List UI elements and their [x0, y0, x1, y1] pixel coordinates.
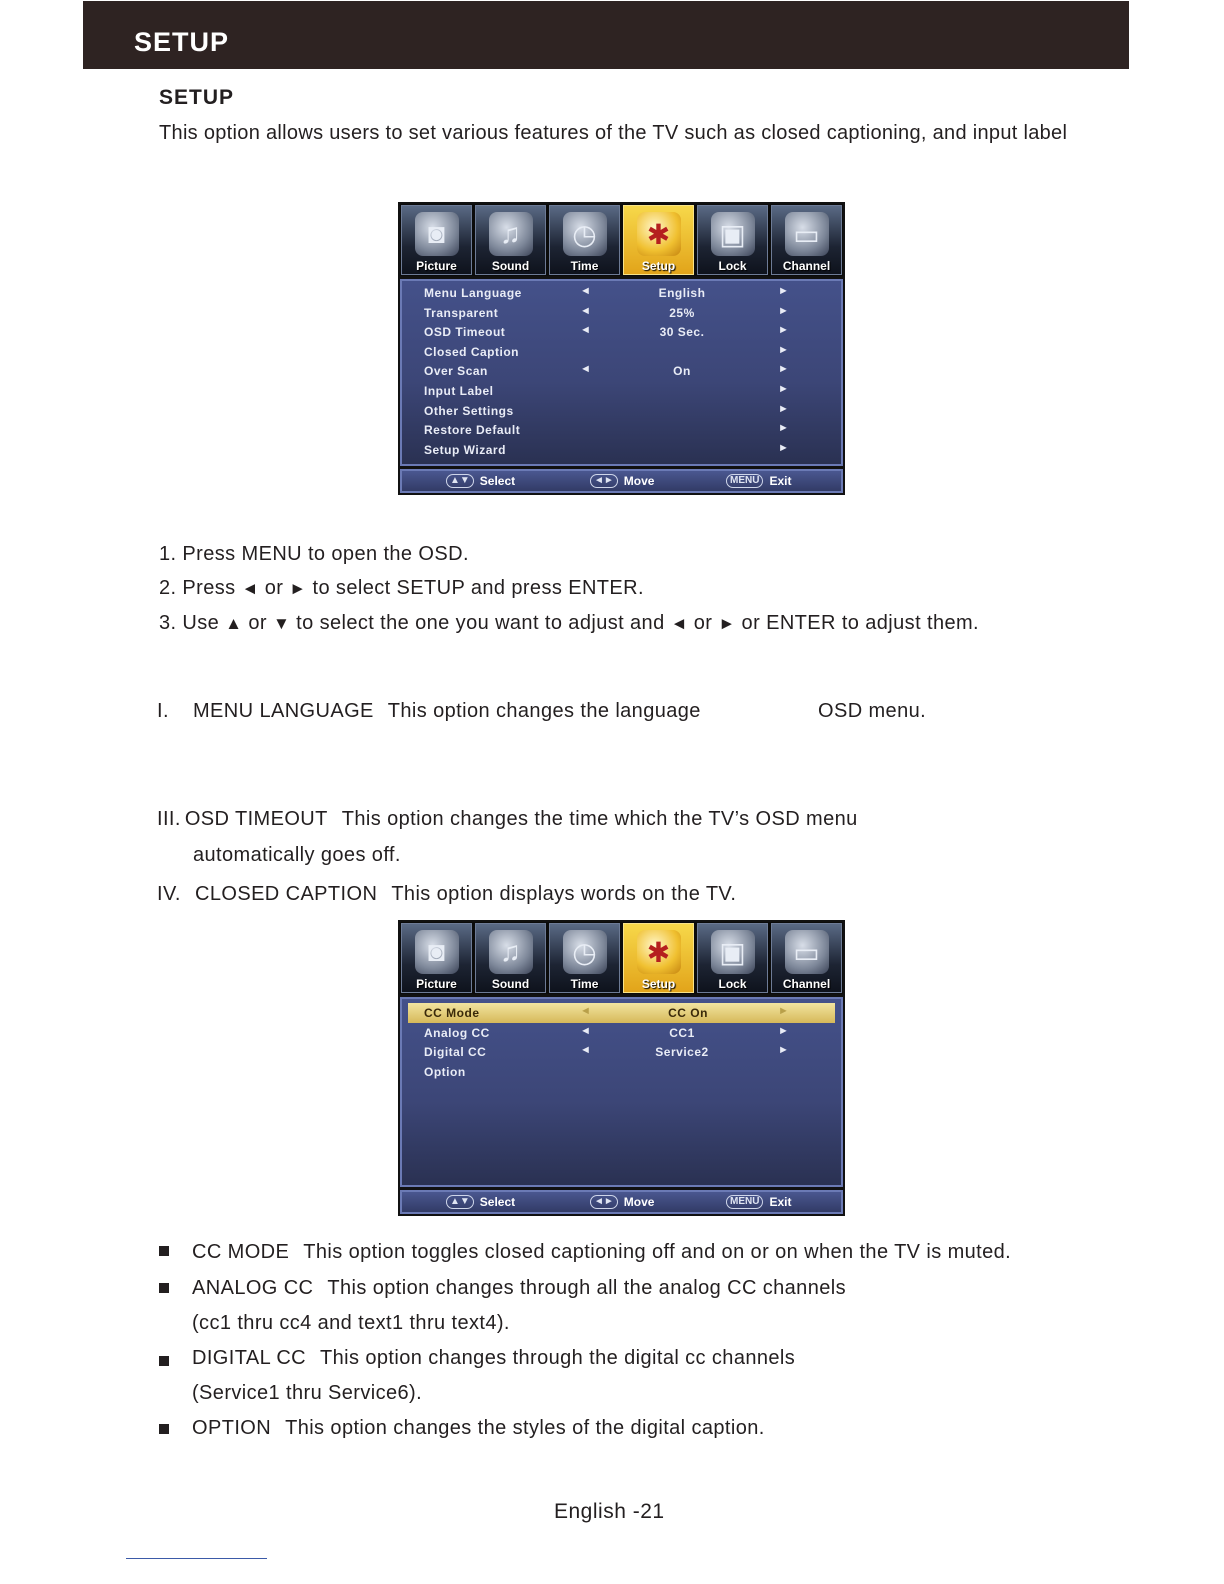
clock-icon: ◷ — [563, 930, 607, 974]
option-desc: This option displays words on the TV. — [391, 883, 737, 905]
tab-label: Channel — [782, 259, 831, 273]
row-label: Setup Wizard — [424, 442, 506, 457]
hint-exit-label: Exit — [769, 474, 792, 488]
osd-menu-list — [400, 997, 843, 1187]
osd-setup-menu — [398, 202, 845, 495]
page-number: English -21 — [554, 1500, 665, 1523]
camera-icon: ◙ — [415, 212, 459, 256]
tab-channel[interactable] — [771, 923, 842, 993]
bullet-icon — [159, 1424, 169, 1434]
camera-icon: ◙ — [415, 930, 459, 974]
menu-row-transparent[interactable] — [402, 303, 841, 323]
section-intro: This option allows users to set various features of the TV such as closed captioning, and input label — [159, 122, 1068, 144]
menu-row-setup-wizard[interactable] — [402, 440, 841, 460]
row-value: Service2 — [655, 1045, 709, 1060]
arrow-right-icon[interactable]: ► — [778, 363, 790, 376]
step-1: 1. Press MENU to open the OSD. — [159, 543, 469, 565]
tab-label: Picture — [416, 259, 457, 273]
step-2 — [159, 577, 644, 600]
menu-row-over-scan[interactable] — [402, 361, 841, 381]
option-number: III. — [157, 808, 181, 830]
tab-picture[interactable] — [401, 923, 472, 993]
option-key: CLOSED CAPTION — [195, 883, 378, 905]
row-label: Other Settings — [424, 403, 514, 418]
arrow-left-icon[interactable]: ◄ — [580, 285, 592, 297]
tab-time[interactable] — [549, 923, 620, 993]
arrow-left-icon[interactable]: ◄ — [580, 1044, 592, 1057]
left-right-icon: ◄► — [590, 1195, 618, 1209]
osd-tab-bar — [400, 204, 843, 276]
analog-cc-item — [192, 1277, 846, 1300]
arrow-right-icon[interactable]: ► — [778, 441, 790, 454]
option-number: IV. — [157, 883, 181, 905]
arrow-right-icon[interactable]: ► — [778, 304, 790, 317]
bullet-icon — [159, 1246, 169, 1256]
option-osd-timeout — [157, 808, 858, 831]
hint-select-label: Select — [479, 1195, 516, 1209]
row-value: On — [673, 364, 691, 379]
down-triangle-icon: ▼ — [272, 614, 291, 633]
tools-gear-icon: ✱ — [637, 212, 681, 256]
tab-label: Channel — [782, 977, 831, 991]
row-label: Option — [424, 1064, 466, 1079]
menu-row-cc-mode[interactable] — [408, 1003, 835, 1023]
osd-closed-caption-menu — [398, 920, 845, 1216]
arrow-left-icon[interactable]: ◄ — [580, 1024, 592, 1037]
menu-row-analog-cc[interactable] — [402, 1023, 841, 1043]
item-desc-cont: (Service1 thru Service6). — [192, 1382, 423, 1404]
up-down-icon: ▲▼ — [446, 1195, 474, 1209]
item-desc: This option changes through all the analog CC channels — [327, 1277, 846, 1299]
row-label: Restore Default — [424, 423, 521, 438]
row-label: OSD Timeout — [424, 325, 506, 340]
monitor-icon: ▭ — [785, 930, 829, 974]
left-triangle-icon: ◄ — [670, 614, 688, 633]
cc-mode-item — [192, 1241, 1011, 1264]
row-value: English — [658, 286, 706, 300]
hint-move — [590, 474, 654, 488]
arrow-right-icon[interactable]: ► — [778, 343, 790, 356]
tab-label: Picture — [416, 977, 457, 991]
step-text: or — [264, 577, 284, 599]
step-3 — [159, 612, 979, 635]
bullet-icon — [159, 1283, 169, 1293]
osd-tab-bar — [400, 922, 843, 994]
option-desc-cont: OSD menu. — [818, 700, 927, 722]
step-text: 3. Use — [159, 612, 220, 634]
hint-select — [446, 1195, 515, 1209]
tab-lock[interactable] — [697, 205, 768, 275]
clock-icon: ◷ — [563, 212, 607, 256]
row-label: Menu Language — [424, 286, 522, 300]
arrow-left-icon[interactable]: ◄ — [580, 363, 592, 376]
music-note-icon: ♫ — [489, 212, 533, 256]
row-label: Analog CC — [424, 1025, 490, 1040]
option-desc: This option changes the language — [387, 700, 701, 722]
option-key: MENU LANGUAGE — [193, 700, 374, 722]
padlock-icon: ▣ — [711, 212, 755, 256]
menu-button-icon: MENU — [726, 1195, 763, 1209]
tab-lock[interactable] — [697, 923, 768, 993]
right-triangle-icon: ► — [289, 579, 307, 598]
tab-label: Setup — [641, 259, 676, 273]
hint-select-label: Select — [479, 474, 516, 488]
step-text: or — [693, 612, 713, 634]
row-label: Closed Caption — [424, 344, 520, 359]
arrow-left-icon[interactable]: ◄ — [580, 324, 592, 337]
tab-label: Sound — [491, 977, 530, 991]
hint-select — [446, 474, 515, 488]
header-bar — [83, 1, 1129, 69]
menu-row-closed-caption[interactable] — [402, 342, 841, 362]
step-text: to select SETUP and press ENTER. — [312, 577, 644, 599]
hint-exit — [726, 1195, 791, 1209]
arrow-right-icon[interactable]: ► — [778, 422, 790, 435]
osd-menu-list — [400, 279, 843, 466]
option-closed-caption — [157, 883, 736, 906]
bottom-rule — [126, 1558, 267, 1559]
item-desc-cont: (cc1 thru cc4 and text1 thru text4). — [192, 1312, 510, 1334]
tab-label: Time — [570, 977, 599, 991]
row-value: CC On — [668, 1006, 708, 1020]
option-desc: This option changes the time which the TV’s OSD menu — [341, 808, 858, 830]
item-desc: This option toggles closed captioning off and on or on when the TV is muted. — [303, 1241, 1012, 1263]
tab-time[interactable] — [549, 205, 620, 275]
option-item — [192, 1417, 765, 1440]
item-desc: This option changes the styles of the digital caption. — [285, 1417, 765, 1439]
header-title: SETUP — [134, 27, 230, 57]
tools-gear-icon: ✱ — [637, 930, 681, 974]
row-value: CC1 — [669, 1025, 695, 1040]
tab-picture[interactable] — [401, 205, 472, 275]
row-label: Input Label — [424, 383, 494, 398]
arrow-left-icon[interactable]: ◄ — [580, 1005, 592, 1017]
arrow-left-icon[interactable]: ◄ — [580, 304, 592, 317]
option-number: I. — [157, 700, 169, 722]
music-note-icon: ♫ — [489, 930, 533, 974]
menu-button-icon: MENU — [726, 474, 763, 488]
arrow-right-icon[interactable]: ► — [778, 382, 790, 395]
up-triangle-icon: ▲ — [225, 614, 243, 633]
monitor-icon: ▭ — [785, 212, 829, 256]
hint-move — [590, 1195, 654, 1209]
tab-channel[interactable] — [771, 205, 842, 275]
tab-setup[interactable] — [623, 923, 694, 993]
step-text: or ENTER to adjust them. — [741, 612, 980, 634]
option-key: OSD TIMEOUT — [184, 808, 328, 830]
row-label: CC Mode — [424, 1006, 480, 1020]
arrow-right-icon[interactable]: ► — [778, 1044, 790, 1057]
arrow-right-icon[interactable]: ► — [778, 285, 790, 297]
menu-row-restore-default[interactable] — [402, 420, 841, 440]
menu-row-input-label[interactable] — [402, 381, 841, 401]
osd-footer-hints — [400, 1190, 843, 1214]
left-right-icon: ◄► — [590, 474, 618, 488]
padlock-icon: ▣ — [711, 930, 755, 974]
digital-cc-item — [192, 1347, 795, 1370]
arrow-right-icon[interactable]: ► — [778, 324, 790, 337]
row-value: 25% — [669, 305, 695, 320]
menu-row-option[interactable] — [402, 1062, 841, 1082]
item-desc: This option changes through the digital cc channels — [320, 1347, 796, 1369]
right-triangle-icon: ► — [718, 614, 736, 633]
item-key: CC MODE — [192, 1241, 290, 1263]
item-key: OPTION — [192, 1417, 272, 1439]
menu-row-menu-language[interactable] — [402, 283, 841, 303]
row-label: Transparent — [424, 305, 499, 320]
arrow-right-icon[interactable]: ► — [778, 402, 790, 415]
menu-row-other-settings[interactable] — [402, 401, 841, 421]
bullet-icon — [159, 1356, 169, 1366]
hint-exit — [726, 474, 791, 488]
arrow-right-icon[interactable]: ► — [778, 1024, 790, 1037]
tab-sound[interactable] — [475, 923, 546, 993]
row-label: Over Scan — [424, 364, 488, 379]
tab-label: Lock — [718, 259, 747, 273]
item-key: DIGITAL CC — [192, 1347, 307, 1369]
row-label: Digital CC — [424, 1045, 487, 1060]
up-down-icon: ▲▼ — [446, 474, 474, 488]
hint-move-label: Move — [623, 474, 655, 488]
tab-sound[interactable] — [475, 205, 546, 275]
option-menu-language — [157, 700, 701, 723]
option-desc-cont: automatically goes off. — [193, 844, 401, 866]
hint-move-label: Move — [623, 1195, 655, 1209]
menu-row-digital-cc[interactable] — [402, 1042, 841, 1062]
section-title: SETUP — [159, 86, 235, 109]
hint-exit-label: Exit — [769, 1195, 792, 1209]
item-key: ANALOG CC — [192, 1277, 314, 1299]
menu-row-osd-timeout[interactable] — [402, 322, 841, 342]
step-text: to select the one you want to adjust and — [296, 612, 665, 634]
tab-label: Sound — [491, 259, 530, 273]
step-text: 2. Press — [159, 577, 236, 599]
tab-setup[interactable] — [623, 205, 694, 275]
row-value: 30 Sec. — [659, 325, 705, 340]
tab-label: Setup — [641, 977, 676, 991]
left-triangle-icon: ◄ — [241, 579, 259, 598]
arrow-right-icon[interactable]: ► — [778, 1005, 790, 1017]
osd-footer-hints — [400, 469, 843, 493]
step-text: or — [248, 612, 267, 634]
tab-label: Time — [570, 259, 599, 273]
tab-label: Lock — [718, 977, 747, 991]
